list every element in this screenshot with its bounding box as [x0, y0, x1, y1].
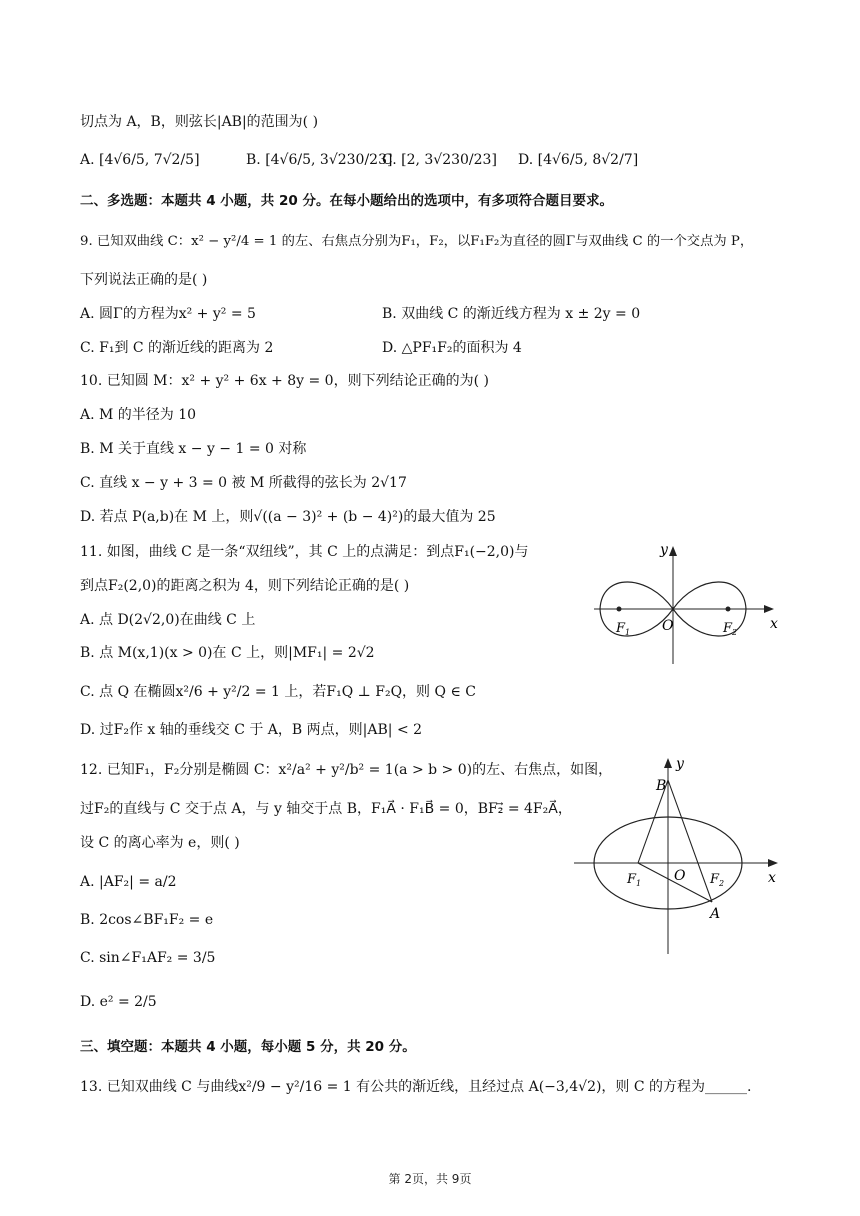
x-axis-label: x — [770, 616, 778, 632]
q11-option-d: D. 过F₂作 x 轴的垂线交 C 于 A，B 两点，则|AB| < 2 — [80, 722, 423, 738]
q9-option-c: C. F₁到 C 的渐近线的距离为 2 — [80, 340, 274, 356]
q8-stem-continuation: 切点为 A，B，则弦长|AB|的范围为( ) — [80, 114, 319, 130]
q11-option-a: A. 点 D(2√2,0)在曲线 C 上 — [80, 612, 256, 628]
q11-option-c: C. 点 Q 在椭圆x²/6 + y²/2 = 1 上，若F₁Q ⊥ F₂Q，则 Q ∈ C — [80, 684, 476, 700]
focus-f1-subscript: 1 — [636, 879, 642, 888]
focus-f2-label: F — [723, 621, 733, 636]
section-3-heading: 三、填空题：本题共 4 小题，每小题 5 分，共 20 分。 — [80, 1039, 416, 1055]
q12-stem-line2: 过F₂的直线与 C 交于点 A，与 y 轴交于点 B，F₁A⃗ · F₁B⃗ = 0，BF₂⃗ = 4F₂A⃗， — [80, 801, 572, 817]
x-axis-arrow — [768, 859, 778, 867]
focus-f1-point — [617, 607, 622, 612]
q8-option-c: C. [2, 3√230/23] — [382, 152, 497, 168]
q9-option-b: B. 双曲线 C 的渐近线方程为 x ± 2y = 0 — [382, 306, 641, 322]
y-axis-label: y — [660, 542, 668, 558]
point-a-label: A — [710, 906, 721, 922]
lemniscate-figure — [588, 536, 788, 670]
q13-stem: 13. 已知双曲线 C 与曲线x²/9 − y²/16 = 1 有公共的渐近线，且经过点 A(−3,4√2)，则 C 的方程为______. — [80, 1079, 752, 1095]
x-axis-label: x — [768, 870, 776, 886]
q11-option-b: B. 点 M(x,1)(x > 0)在 C 上，则|MF₁| = 2√2 — [80, 645, 375, 661]
section-2-heading: 二、多选题：本题共 4 小题，共 20 分。在每小题给出的选项中，有多项符合题目要求。 — [80, 193, 613, 209]
x-axis-arrow — [764, 605, 774, 613]
q11-stem-line2: 到点F₂(2,0)的距离之积为 4，则下列结论正确的是( ) — [80, 578, 410, 594]
focus-f1-subscript: 1 — [625, 628, 631, 637]
q12-stem-line1: 12. 已知F₁，F₂分别是椭圆 C：x²/a² + y²/b² = 1(a > b > 0)的左、右焦点，如图， — [80, 762, 613, 778]
q10-option-d: D. 若点 P(a,b)在 M 上，则√((a − 3)² + (b − 4)²)的最大值为 25 — [80, 509, 496, 525]
focus-f2-label: F — [710, 872, 720, 887]
q8-option-a: A. [4√6/5, 7√2/5] — [80, 152, 200, 168]
focus-f1-label: F — [616, 621, 626, 636]
q12-option-b: B. 2cos∠BF₁F₂ = e — [80, 912, 214, 928]
q10-option-b: B. M 关于直线 x − y − 1 = 0 对称 — [80, 441, 307, 457]
point-b-label: B — [656, 778, 667, 794]
ellipse-figure — [572, 752, 788, 958]
focus-f2-point — [726, 607, 731, 612]
focus-f2-subscript: 2 — [732, 628, 738, 637]
y-axis-arrow — [664, 758, 672, 768]
focus-f1-label: F — [627, 872, 637, 887]
q11-stem-line1: 11. 如图，曲线 C 是一条“双纽线”，其 C 上的点满足：到点F₁(−2,0)与 — [80, 544, 529, 560]
q12-option-d: D. e² = 2/5 — [80, 994, 157, 1010]
q12-stem-line3: 设 C 的离心率为 e，则( ) — [80, 835, 240, 851]
q9-option-d: D. △PF₁F₂的面积为 4 — [382, 340, 522, 356]
page-footer: 第 2页，共 9页 — [388, 1172, 472, 1186]
origin-label: O — [674, 868, 686, 884]
q8-option-b: B. [4√6/5, 3√230/23] — [246, 152, 393, 168]
q10-stem: 10. 已知圆 M：x² + y² + 6x + 8y = 0，则下列结论正确的为( ) — [80, 373, 489, 389]
y-axis-arrow — [669, 546, 677, 556]
q8-option-d: D. [4√6/5, 8√2/7] — [518, 152, 639, 168]
focus-f2-subscript: 2 — [719, 879, 725, 888]
q10-option-c: C. 直线 x − y + 3 = 0 被 M 所截得的弦长为 2√17 — [80, 475, 407, 491]
q9-stem-line1: 9. 已知双曲线 C：x² − y²/4 = 1 的左、右焦点分别为F₁，F₂，以F₁F₂为直径的圆Γ与双曲线 C 的一个交点为 P， — [80, 234, 754, 249]
q9-stem-line2: 下列说法正确的是( ) — [80, 272, 208, 288]
origin-label: O — [662, 618, 674, 634]
y-axis-label: y — [676, 756, 684, 772]
q12-option-c: C. sin∠F₁AF₂ = 3/5 — [80, 950, 216, 966]
q9-option-a: A. 圆Γ的方程为x² + y² = 5 — [80, 306, 256, 322]
q10-option-a: A. M 的半径为 10 — [80, 407, 197, 423]
q12-option-a: A. |AF₂| = a/2 — [80, 874, 177, 890]
